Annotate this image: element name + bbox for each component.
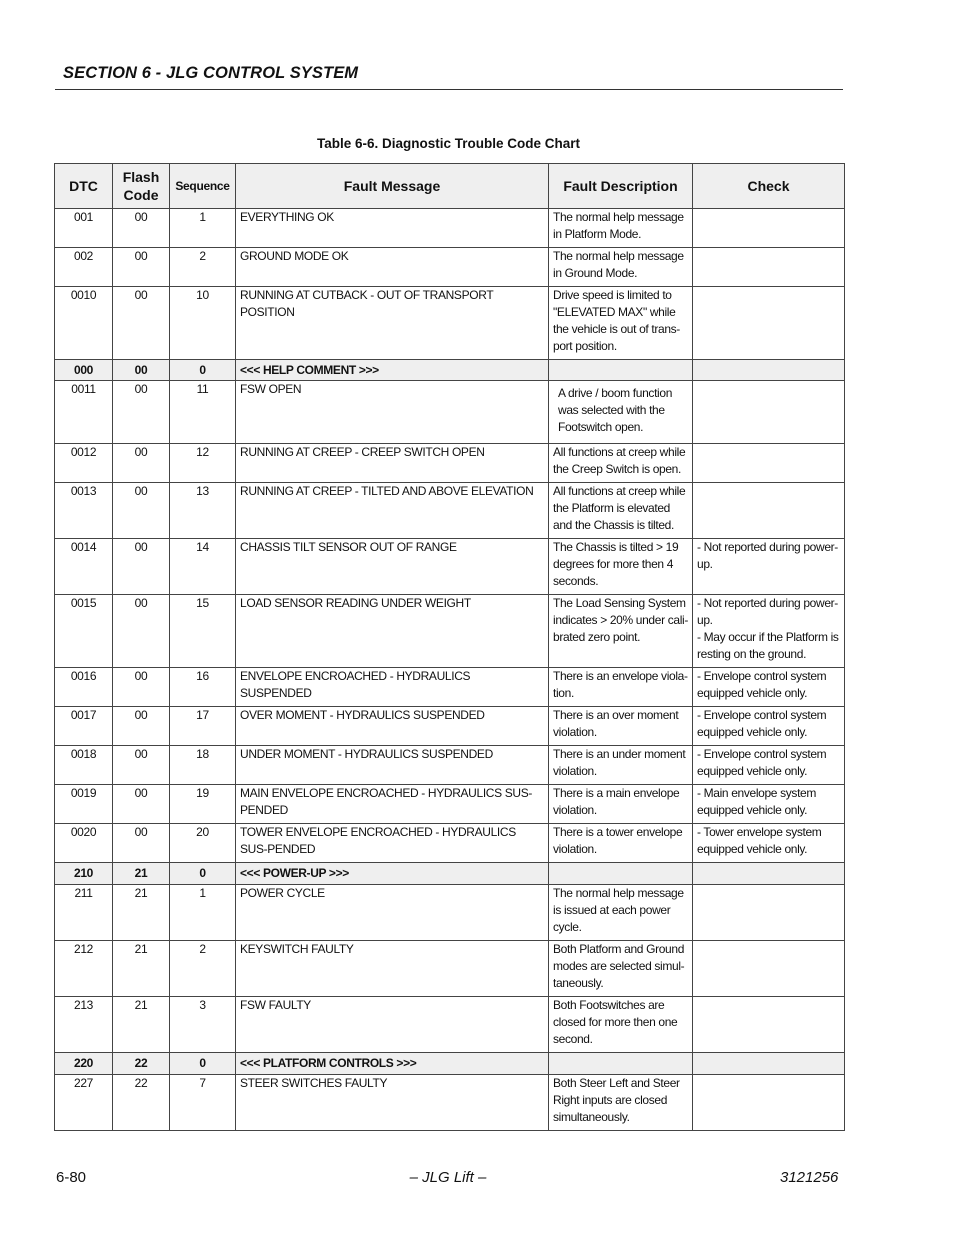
cell-fault-message: POWER CYCLE (236, 885, 549, 941)
cell-fault-description (549, 863, 693, 885)
column-header-check: Check (693, 164, 845, 209)
cell-fault-description: Both Footswitches are closed for more then one second. (549, 997, 693, 1053)
cell-fault-message: OVER MOMENT - HYDRAULICS SUSPENDED (236, 707, 549, 746)
cell-fault-description: Both Platform and Ground modes are selected simul-taneously. (549, 941, 693, 997)
cell-dtc: 0017 (55, 707, 113, 746)
cell-dtc: 0015 (55, 595, 113, 668)
cell-flash-code: 00 (113, 444, 170, 483)
header-divider (55, 89, 843, 90)
cell-sequence: 0 (170, 1053, 236, 1075)
cell-flash-code: 00 (113, 287, 170, 360)
table-row (55, 668, 845, 707)
cell-check: - Tower envelope system equipped vehicle only. (693, 824, 845, 863)
cell-sequence: 3 (170, 997, 236, 1053)
cell-dtc: 0011 (55, 381, 113, 444)
cell-fault-description: All functions at creep while the Platform is elevated and the Chassis is tilted. (549, 483, 693, 539)
cell-fault-description (549, 1053, 693, 1075)
column-header-dtc: DTC (55, 164, 113, 209)
cell-sequence: 1 (170, 885, 236, 941)
table-row (55, 1075, 845, 1131)
cell-dtc: 0020 (55, 824, 113, 863)
cell-flash-code: 21 (113, 941, 170, 997)
cell-sequence: 11 (170, 381, 236, 444)
table-body (55, 209, 845, 1131)
cell-flash-code: 00 (113, 483, 170, 539)
cell-check (693, 209, 845, 248)
cell-dtc: 0013 (55, 483, 113, 539)
cell-flash-code: 00 (113, 248, 170, 287)
cell-fault-message: TOWER ENVELOPE ENCROACHED - HYDRAULICS SUS-PENDED (236, 824, 549, 863)
cell-fault-message: RUNNING AT CREEP - TILTED AND ABOVE ELEVATION (236, 483, 549, 539)
cell-check: - Main envelope system equipped vehicle only. (693, 785, 845, 824)
cell-fault-description: There is a tower envelope violation. (549, 824, 693, 863)
cell-fault-message: RUNNING AT CREEP - CREEP SWITCH OPEN (236, 444, 549, 483)
cell-flash-code: 00 (113, 746, 170, 785)
cell-sequence: 13 (170, 483, 236, 539)
cell-sequence: 10 (170, 287, 236, 360)
cell-check (693, 360, 845, 381)
cell-sequence: 2 (170, 248, 236, 287)
cell-flash-code: 21 (113, 997, 170, 1053)
cell-check (693, 1053, 845, 1075)
column-header-flash-code: Flash Code (113, 164, 170, 209)
cell-fault-message: EVERYTHING OK (236, 209, 549, 248)
table-row (55, 595, 845, 668)
table-row (55, 209, 845, 248)
cell-check (693, 1075, 845, 1131)
cell-fault-message: <<< HELP COMMENT >>> (236, 360, 549, 381)
table-row (55, 444, 845, 483)
cell-check (693, 941, 845, 997)
cell-flash-code: 00 (113, 209, 170, 248)
cell-flash-code: 00 (113, 539, 170, 595)
category-row (55, 863, 845, 885)
cell-dtc: 000 (55, 360, 113, 381)
cell-check: - Envelope control system equipped vehicle only. (693, 668, 845, 707)
cell-sequence: 12 (170, 444, 236, 483)
table-row (55, 785, 845, 824)
cell-dtc: 0018 (55, 746, 113, 785)
cell-fault-description: There is an over moment violation. (549, 707, 693, 746)
cell-sequence: 0 (170, 360, 236, 381)
cell-check: - Not reported during power-up. - May occur if the Platform is resting on the ground. (693, 595, 845, 668)
cell-sequence: 19 (170, 785, 236, 824)
cell-check: - Not reported during power-up. (693, 539, 845, 595)
cell-sequence: 16 (170, 668, 236, 707)
column-header-fault-message: Fault Message (236, 164, 549, 209)
category-row (55, 360, 845, 381)
dtc-table (54, 163, 845, 1131)
cell-flash-code: 00 (113, 824, 170, 863)
cell-flash-code: 21 (113, 885, 170, 941)
cell-dtc: 0012 (55, 444, 113, 483)
table-header-row (55, 164, 845, 209)
table-row (55, 707, 845, 746)
cell-check: - Envelope control system equipped vehicle only. (693, 707, 845, 746)
cell-dtc: 212 (55, 941, 113, 997)
cell-flash-code: 00 (113, 668, 170, 707)
page-number: 6-80 (56, 1169, 87, 1186)
cell-sequence: 20 (170, 824, 236, 863)
cell-fault-description: The Load Sensing System indicates > 20% under cali-brated zero point. (549, 595, 693, 668)
section-title: SECTION 6 - JLG CONTROL SYSTEM (63, 64, 359, 82)
cell-fault-description: A drive / boom function was selected with the Footswitch open. (549, 381, 693, 444)
cell-check (693, 444, 845, 483)
table-row (55, 885, 845, 941)
cell-sequence: 7 (170, 1075, 236, 1131)
cell-dtc: 0014 (55, 539, 113, 595)
cell-sequence: 2 (170, 941, 236, 997)
table-row (55, 287, 845, 360)
cell-fault-message: MAIN ENVELOPE ENCROACHED - HYDRAULICS SUS-PENDED (236, 785, 549, 824)
cell-flash-code: 22 (113, 1075, 170, 1131)
cell-flash-code: 22 (113, 1053, 170, 1075)
cell-dtc: 001 (55, 209, 113, 248)
cell-sequence: 17 (170, 707, 236, 746)
cell-check (693, 248, 845, 287)
cell-sequence: 18 (170, 746, 236, 785)
cell-flash-code: 00 (113, 785, 170, 824)
table-row (55, 248, 845, 287)
cell-fault-message: <<< PLATFORM CONTROLS >>> (236, 1053, 549, 1075)
cell-dtc: 0010 (55, 287, 113, 360)
cell-fault-description: There is a main envelope violation. (549, 785, 693, 824)
cell-flash-code: 21 (113, 863, 170, 885)
cell-fault-message: FSW FAULTY (236, 997, 549, 1053)
table-row (55, 381, 845, 444)
cell-dtc: 227 (55, 1075, 113, 1131)
cell-flash-code: 00 (113, 360, 170, 381)
footer-brand: – JLG Lift – (409, 1169, 487, 1186)
cell-fault-message: FSW OPEN (236, 381, 549, 444)
cell-fault-description: There is an under moment violation. (549, 746, 693, 785)
table-row (55, 824, 845, 863)
table-row (55, 997, 845, 1053)
cell-fault-description: Both Steer Left and Steer Right inputs are closed simultaneously. (549, 1075, 693, 1131)
cell-fault-message: <<< POWER-UP >>> (236, 863, 549, 885)
table-row (55, 941, 845, 997)
cell-fault-description: The normal help message in Ground Mode. (549, 248, 693, 287)
cell-check (693, 885, 845, 941)
cell-fault-message: LOAD SENSOR READING UNDER WEIGHT (236, 595, 549, 668)
cell-fault-message: RUNNING AT CUTBACK - OUT OF TRANSPORT POSITION (236, 287, 549, 360)
cell-flash-code: 00 (113, 707, 170, 746)
cell-sequence: 1 (170, 209, 236, 248)
cell-dtc: 002 (55, 248, 113, 287)
cell-fault-message: KEYSWITCH FAULTY (236, 941, 549, 997)
cell-check (693, 287, 845, 360)
cell-check (693, 997, 845, 1053)
cell-fault-description: All functions at creep while the Creep Switch is open. (549, 444, 693, 483)
cell-fault-message: ENVELOPE ENCROACHED - HYDRAULICS SUSPENDED (236, 668, 549, 707)
category-row (55, 1053, 845, 1075)
cell-fault-message: CHASSIS TILT SENSOR OUT OF RANGE (236, 539, 549, 595)
cell-dtc: 210 (55, 863, 113, 885)
table-row (55, 483, 845, 539)
column-header-sequence: Sequence (170, 164, 236, 209)
cell-flash-code: 00 (113, 595, 170, 668)
cell-dtc: 0016 (55, 668, 113, 707)
cell-fault-message: GROUND MODE OK (236, 248, 549, 287)
cell-sequence: 14 (170, 539, 236, 595)
cell-fault-message: STEER SWITCHES FAULTY (236, 1075, 549, 1131)
document-number: 3121256 (780, 1169, 839, 1186)
cell-fault-message: UNDER MOMENT - HYDRAULICS SUSPENDED (236, 746, 549, 785)
cell-fault-description: Drive speed is limited to "ELEVATED MAX" while the vehicle is out of trans-port position. (549, 287, 693, 360)
cell-fault-description: The normal help message in Platform Mode. (549, 209, 693, 248)
cell-sequence: 15 (170, 595, 236, 668)
column-header-fault-description: Fault Description (549, 164, 693, 209)
table-row (55, 539, 845, 595)
cell-check (693, 483, 845, 539)
cell-fault-description: The Chassis is tilted > 19 degrees for more then 4 seconds. (549, 539, 693, 595)
cell-dtc: 0019 (55, 785, 113, 824)
cell-fault-description: There is an envelope viola-tion. (549, 668, 693, 707)
table-row (55, 746, 845, 785)
cell-flash-code: 00 (113, 381, 170, 444)
cell-check (693, 381, 845, 444)
cell-dtc: 220 (55, 1053, 113, 1075)
cell-check (693, 863, 845, 885)
cell-dtc: 211 (55, 885, 113, 941)
table-caption: Table 6-6. Diagnostic Trouble Code Chart (316, 136, 581, 151)
cell-fault-description: The normal help message is issued at each power cycle. (549, 885, 693, 941)
cell-check: - Envelope control system equipped vehicle only. (693, 746, 845, 785)
cell-sequence: 0 (170, 863, 236, 885)
cell-fault-description (549, 360, 693, 381)
cell-dtc: 213 (55, 997, 113, 1053)
